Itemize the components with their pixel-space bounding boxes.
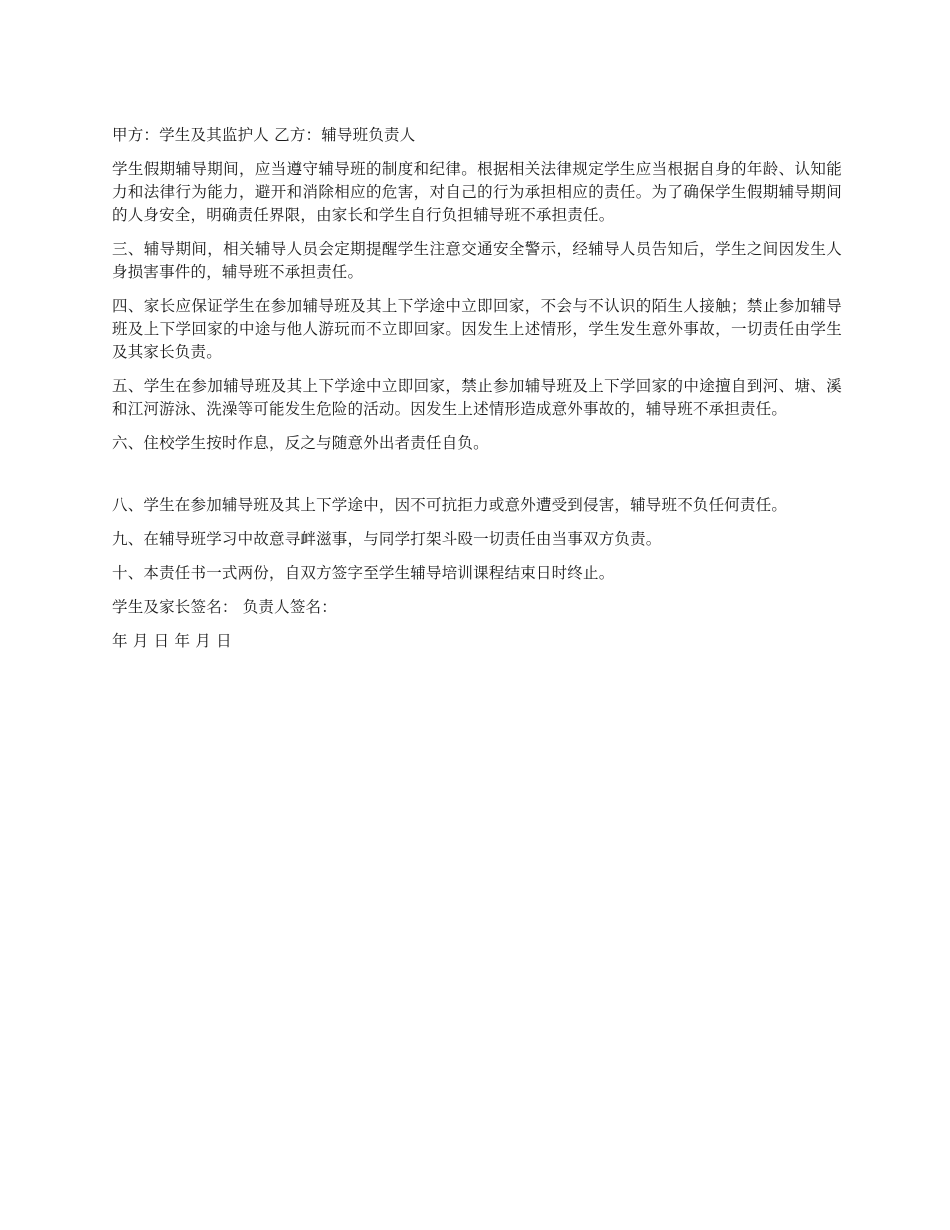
clause-6: 六、住校学生按时作息，反之与随意外出者责任自负。 [112,434,489,452]
signature-line: 学生及家长签名： 负责人签名： [112,598,337,616]
clause-5: 五、学生在参加辅导班及其上下学途中立即回家，禁止参加辅导班及上下学回家的中途擅自到河、塘、溪和江河游泳、洗澡等可能发生危险的活动。因发生上述情形造成意外事故的，辅导班不承担责任。 [112,377,842,418]
intro-paragraph: 学生假期辅导期间，应当遵守辅导班的制度和纪律。根据相关法律规定学生应当根据自身的年龄、认知能力和法律行为能力，避开和消除相应的危害，对自己的行为承担相应的责任。为了确保学生假期辅导期间的人身安全，明确责任界限，由家长和学生自行负担辅导班不承担责任。 [112,160,842,224]
clause-8: 八、学生在参加辅导班及其上下学途中，因不可抗拒力或意外遭受到侵害，辅导班不负任何责任。 [112,496,788,514]
date-line: 年 月 日 年 月 日 [112,632,232,650]
blank-gap [112,466,842,494]
clause-10: 十、本责任书一式两份，自双方签字至学生辅导培训课程结束日时终止。 [112,564,615,582]
clause-4: 四、家长应保证学生在参加辅导班及其上下学途中立即回家，不会与不认识的陌生人接触；禁止参加辅导班及上下学回家的中途与他人游玩而不立即回家。因发生上述情形，学生发生意外事故，一切责任由学生及其家长负责。 [112,297,842,361]
document-body [112,124,842,664]
clause-3: 三、辅导期间，相关辅导人员会定期提醒学生注意交通安全警示，经辅导人员告知后，学生之间因发生人身损害事件的，辅导班不承担责任。 [112,240,842,281]
clause-9: 九、在辅导班学习中故意寻衅滋事，与同学打架斗殴一切责任由当事双方负责。 [112,530,662,548]
parties-line: 甲方：学生及其监护人 乙方：辅导班负责人 [112,126,416,144]
